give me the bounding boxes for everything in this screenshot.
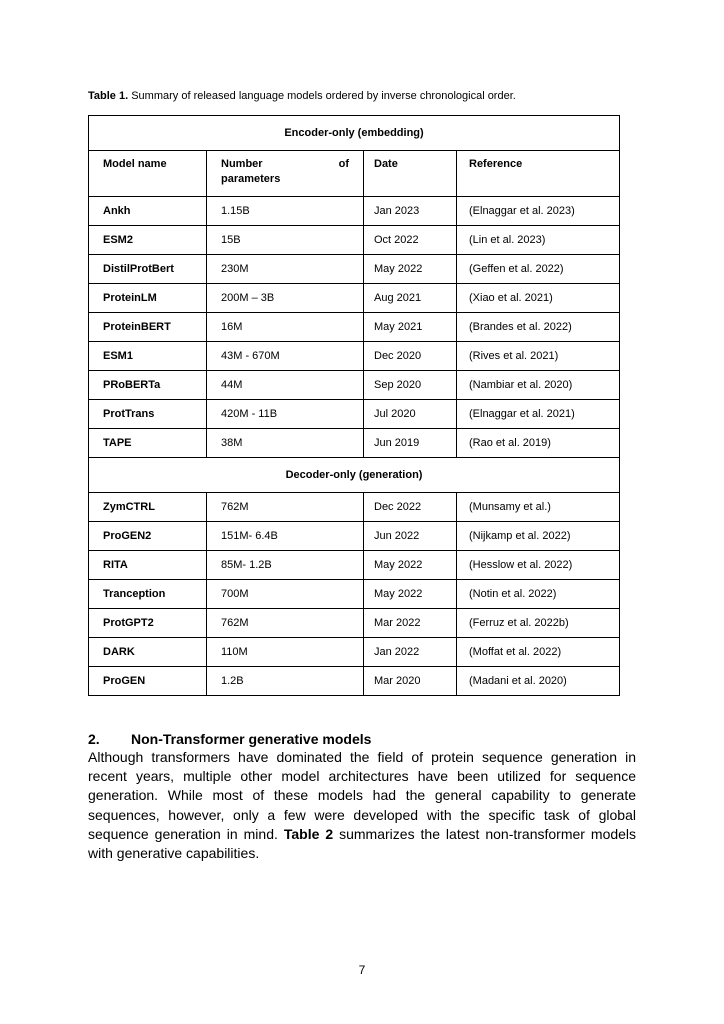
- cell-reference: (Brandes et al. 2022): [457, 313, 620, 342]
- cell-parameters: 85M- 1.2B: [207, 551, 364, 580]
- table-row: [89, 580, 620, 609]
- header-parameters: [207, 151, 364, 197]
- table-row: [89, 284, 620, 313]
- header-date: Date: [364, 151, 457, 197]
- section-title: Decoder-only (generation): [89, 458, 620, 493]
- cell-reference: (Rives et al. 2021): [457, 342, 620, 371]
- header-parameters-line1: [221, 157, 349, 172]
- section-number: 2.: [88, 731, 100, 747]
- table-row: [89, 313, 620, 342]
- cell-model-name: ProtTrans: [89, 400, 207, 429]
- cell-reference: (Madani et al. 2020): [457, 667, 620, 696]
- cell-reference: (Lin et al. 2023): [457, 226, 620, 255]
- header-reference: Reference: [457, 151, 620, 197]
- models-table: [88, 115, 620, 696]
- cell-reference: (Geffen et al. 2022): [457, 255, 620, 284]
- table-caption: [88, 89, 516, 103]
- cell-parameters: 762M: [207, 609, 364, 638]
- cell-reference: (Munsamy et al.): [457, 493, 620, 522]
- cell-model-name: ProteinLM: [89, 284, 207, 313]
- table-row: [89, 255, 620, 284]
- table-row: [89, 342, 620, 371]
- header-parameters-line2: parameters: [221, 173, 281, 185]
- cell-date: Mar 2022: [364, 609, 457, 638]
- cell-date: Sep 2020: [364, 371, 457, 400]
- cell-reference: (Elnaggar et al. 2021): [457, 400, 620, 429]
- table-row: [89, 609, 620, 638]
- cell-reference: (Notin et al. 2022): [457, 580, 620, 609]
- cell-parameters: 43M - 670M: [207, 342, 364, 371]
- table-row: [89, 429, 620, 458]
- cell-date: May 2022: [364, 551, 457, 580]
- table-caption-text: Summary of released language models ordered by inverse chronological order.: [131, 90, 516, 102]
- cell-reference: (Hesslow et al. 2022): [457, 551, 620, 580]
- cell-model-name: ProGEN2: [89, 522, 207, 551]
- cell-model-name: Tranception: [89, 580, 207, 609]
- table-row: [89, 226, 620, 255]
- cell-reference: (Rao et al. 2019): [457, 429, 620, 458]
- section-row-decoder: [89, 458, 620, 493]
- cell-model-name: ZymCTRL: [89, 493, 207, 522]
- table-caption-label: Table 1.: [88, 90, 129, 102]
- cell-parameters: 700M: [207, 580, 364, 609]
- cell-reference: (Ferruz et al. 2022b): [457, 609, 620, 638]
- cell-reference: (Moffat et al. 2022): [457, 638, 620, 667]
- section-row-encoder: [89, 116, 620, 151]
- section-heading: [88, 730, 371, 748]
- cell-parameters: 15B: [207, 226, 364, 255]
- cell-parameters: 151M- 6.4B: [207, 522, 364, 551]
- cell-date: Jun 2022: [364, 522, 457, 551]
- table-row: [89, 638, 620, 667]
- table-row: [89, 371, 620, 400]
- page-number: 7: [358, 963, 366, 977]
- table-row: [89, 400, 620, 429]
- table-header-row: [89, 151, 620, 197]
- cell-model-name: DistilProtBert: [89, 255, 207, 284]
- cell-date: Dec 2022: [364, 493, 457, 522]
- cell-model-name: Ankh: [89, 197, 207, 226]
- cell-date: Dec 2020: [364, 342, 457, 371]
- cell-date: Aug 2021: [364, 284, 457, 313]
- cell-date: May 2022: [364, 255, 457, 284]
- cell-parameters: 420M - 11B: [207, 400, 364, 429]
- cell-model-name: ProtGPT2: [89, 609, 207, 638]
- cell-parameters: 200M – 3B: [207, 284, 364, 313]
- cell-reference: (Nambiar et al. 2020): [457, 371, 620, 400]
- cell-date: Jan 2022: [364, 638, 457, 667]
- cell-parameters: 16M: [207, 313, 364, 342]
- cell-date: Jun 2019: [364, 429, 457, 458]
- cell-parameters: 1.2B: [207, 667, 364, 696]
- section-title: Non-Transformer generative models: [131, 731, 372, 747]
- cell-date: May 2021: [364, 313, 457, 342]
- cell-model-name: TAPE: [89, 429, 207, 458]
- cell-parameters: 1.15B: [207, 197, 364, 226]
- cell-parameters: 110M: [207, 638, 364, 667]
- models-table-body: [89, 116, 620, 696]
- paragraph-text-before: Although transformers have dominated the field of protein sequence generation in recent years, multiple other model architectures have been utilized for sequence generation. While most of these models had the general capability to generate sequences, however, only a few were developed with the specific task of global sequence generation in mind.: [88, 749, 636, 842]
- header-model-name: Model name: [89, 151, 207, 197]
- cell-model-name: ProteinBERT: [89, 313, 207, 342]
- body-paragraph: [88, 748, 636, 863]
- cell-model-name: RITA: [89, 551, 207, 580]
- table-row: [89, 551, 620, 580]
- section-title: Encoder-only (embedding): [89, 116, 620, 151]
- cell-model-name: PRoBERTa: [89, 371, 207, 400]
- cell-model-name: DARK: [89, 638, 207, 667]
- paragraph-text-after: summarizes the latest non-transformer models with generative capabilities.: [88, 825, 637, 862]
- cell-date: May 2022: [364, 580, 457, 609]
- header-parameters-word1: Number: [221, 158, 263, 170]
- table-row: [89, 493, 620, 522]
- cell-reference: (Nijkamp et al. 2022): [457, 522, 620, 551]
- table-row: [89, 197, 620, 226]
- cell-date: Mar 2020: [364, 667, 457, 696]
- table-row: [89, 667, 620, 696]
- cell-date: Jul 2020: [364, 400, 457, 429]
- cell-parameters: 38M: [207, 429, 364, 458]
- cell-parameters: 44M: [207, 371, 364, 400]
- cell-reference: (Xiao et al. 2021): [457, 284, 620, 313]
- table-reference: Table 2: [283, 825, 334, 842]
- cell-model-name: ESM1: [89, 342, 207, 371]
- cell-date: Oct 2022: [364, 226, 457, 255]
- cell-reference: (Elnaggar et al. 2023): [457, 197, 620, 226]
- cell-model-name: ESM2: [89, 226, 207, 255]
- cell-date: Jan 2023: [364, 197, 457, 226]
- cell-model-name: ProGEN: [89, 667, 207, 696]
- header-parameters-word2: of: [338, 158, 349, 170]
- table-row: [89, 522, 620, 551]
- cell-parameters: 762M: [207, 493, 364, 522]
- cell-parameters: 230M: [207, 255, 364, 284]
